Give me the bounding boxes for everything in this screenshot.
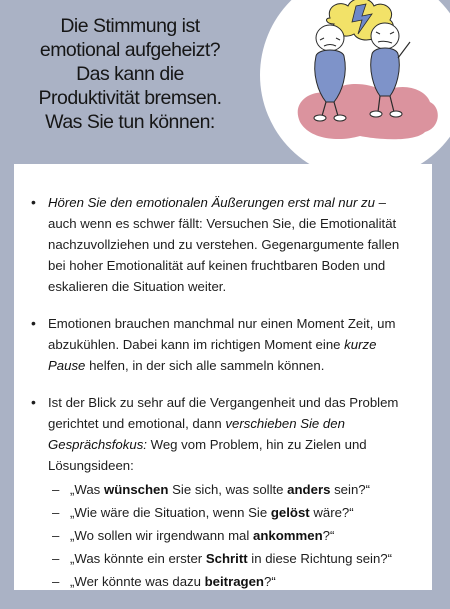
question-item bbox=[48, 570, 416, 593]
question-item bbox=[48, 478, 416, 501]
list-item bbox=[14, 313, 432, 376]
question-item bbox=[48, 501, 416, 524]
question-text: sein?“ bbox=[330, 482, 371, 497]
keyword: Schritt bbox=[205, 551, 248, 566]
question-text: wäre?“ bbox=[309, 505, 354, 520]
headline-line: Das kann die bbox=[76, 63, 184, 85]
body-text: Weg vom Problem, hin zu Zielen und Lösungsideen: bbox=[48, 437, 367, 473]
emphasis-text: Hören Sie den emotionalen Äußerungen erst mal nur zu bbox=[48, 195, 375, 210]
tips-list bbox=[14, 192, 432, 609]
tips-card bbox=[14, 164, 432, 590]
body-text: helfen, in der sich alle sammeln können. bbox=[85, 358, 325, 373]
keyword: anders bbox=[287, 482, 331, 497]
list-item bbox=[14, 392, 432, 593]
question-text: ?“ bbox=[263, 574, 276, 589]
headline bbox=[14, 14, 246, 134]
two-people-lightning-conflict-icon bbox=[260, 0, 450, 180]
body-text: – auch wenn es schwer fällt: Versuchen Sie, die Emotionalität nachzuvollziehen und zu verstehen. Gegenargumente fallen bei hoher Emotionalität auf keinen fruchtbaren Boden und eskalieren die Situation weiter. bbox=[48, 195, 400, 294]
headline-line: Was Sie tun können: bbox=[45, 111, 215, 133]
question-text: Sie sich, was sollte bbox=[168, 482, 288, 497]
list-item bbox=[14, 192, 432, 297]
body-text: Emotionen brauchen manchmal nur einen Moment Zeit, um abzukühlen. Dabei kann im richtigen Moment eine bbox=[48, 316, 396, 352]
headline-line: emotional aufgeheizt? bbox=[39, 39, 221, 61]
question-text: „Was bbox=[70, 482, 104, 497]
question-text: ?“ bbox=[322, 528, 335, 543]
body-text: Ist der Blick zu sehr auf die Vergangenheit und das Problem gerichtet und emotional, dann bbox=[48, 395, 399, 431]
question-text: „Wer könnte was dazu bbox=[70, 574, 205, 589]
keyword: wünschen bbox=[103, 482, 169, 497]
question-item bbox=[48, 524, 416, 547]
question-text: „Was könnte ein erster bbox=[70, 551, 206, 566]
emphasis-text: verschieben Sie den Gesprächsfokus: bbox=[48, 416, 345, 452]
keyword: gelöst bbox=[270, 505, 310, 520]
headline-line: Produktivität bremsen. bbox=[38, 87, 222, 109]
question-text: in diese Richtung sein?“ bbox=[247, 551, 393, 566]
emphasis-text: kurze Pause bbox=[48, 337, 377, 373]
question-text: „Wie wäre die Situation, wenn Sie bbox=[70, 505, 271, 520]
question-item bbox=[48, 547, 416, 570]
question-list bbox=[48, 478, 416, 593]
headline-line: Die Stimmung ist bbox=[60, 15, 200, 37]
keyword: beitragen bbox=[204, 574, 264, 589]
keyword: ankommen bbox=[253, 528, 323, 543]
question-text: „Wo sollen wir irgendwann mal bbox=[70, 528, 253, 543]
